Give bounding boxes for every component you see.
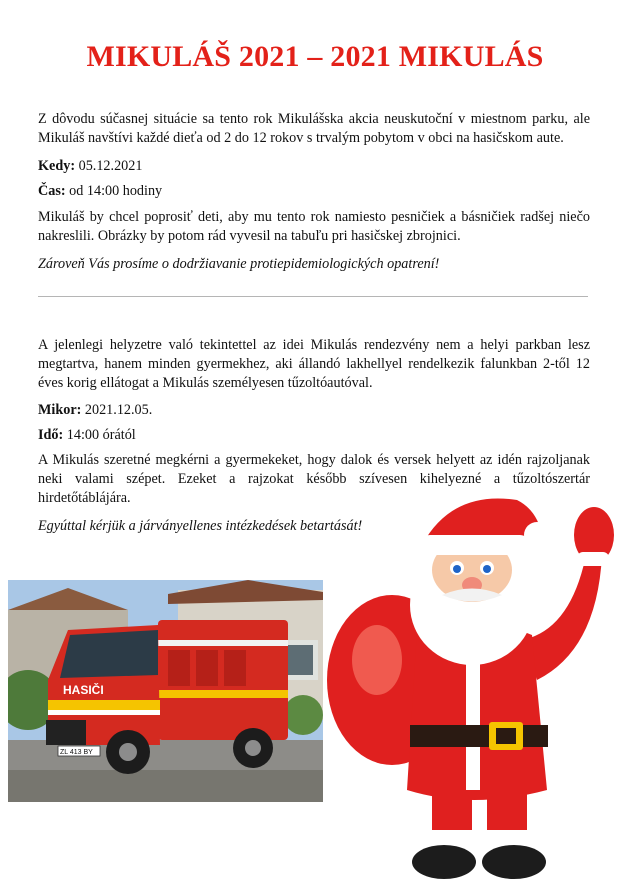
hu-time-line bbox=[38, 426, 136, 445]
sk-intro-paragraph: Z dôvodu súčasnej situácie sa tento rok Mikulášska akcia neuskutoční v miestnom parku, ale Mikuláš navštívi každé dieťa od 2 do 12 rokov s trvalým pobytom v obci na hasičskom aute. bbox=[38, 111, 590, 146]
fire-truck-photo bbox=[8, 580, 323, 802]
sk-intro-block bbox=[38, 110, 590, 148]
hu-intro-block bbox=[38, 336, 590, 393]
santa-icon bbox=[322, 490, 622, 885]
sk-date-value: 05.12.2021 bbox=[75, 158, 143, 174]
fire-truck-illustration bbox=[8, 580, 323, 802]
hu-time-value: 14:00 órától bbox=[63, 427, 136, 443]
sk-time-line bbox=[38, 182, 162, 201]
hu-date-line bbox=[38, 401, 152, 420]
hu-intro-paragraph: A jelenlegi helyzetre való tekintettel az idei Mikulás rendezvény nem a helyi parkban lesz megtartva, hanem minden gyermekhez, aki állandó lakhellyel rendelkezik falunkban 2-től 12 éves korig ellátogat a Mikulás személyesen tűzoltóautóval. bbox=[38, 337, 590, 391]
page-title: MIKULÁŠ 2021 – 2021 MIKULÁS bbox=[86, 40, 544, 73]
sk-time-label: Čas: bbox=[38, 183, 66, 199]
hu-date-value: 2021.12.05. bbox=[81, 402, 153, 418]
sk-date-line bbox=[38, 157, 142, 176]
sk-drawings-paragraph: Mikuláš by chcel poprosiť deti, aby mu tento rok namiesto pesničiek a básničiek radšej niečo nakreslili. Obrázky by potom rád vyvesil na tabuľu pri hasičskej zbrojnici. bbox=[38, 209, 590, 244]
sk-drawings-block bbox=[38, 208, 590, 246]
section-divider bbox=[38, 296, 588, 297]
truck-license-plate: ZL 413 BY bbox=[60, 749, 93, 756]
truck-side-text: HASIČI bbox=[63, 683, 104, 697]
sk-notice: Zároveň Vás prosíme o dodržiavanie protiepidemiologických opatrení! bbox=[38, 256, 440, 272]
sk-time-value: od 14:00 hodiny bbox=[65, 183, 163, 199]
sk-date-label: Kedy: bbox=[38, 158, 76, 174]
hu-time-label: Idő: bbox=[38, 427, 64, 443]
hu-drawings-paragraph: A Mikulás szeretné megkérni a gyermekeket, hogy dalok és versek helyett az idén rajzoljanak neki valami szépet. Ezeket a rajzokat később szívesen kihelyezné a tűzoltószertár hirdetőtáblájára. bbox=[38, 452, 590, 506]
hu-date-label: Mikor: bbox=[38, 402, 82, 418]
hu-notice: Egyúttal kérjük a járványellenes intézkedések betartását! bbox=[38, 518, 363, 534]
santa-illustration bbox=[322, 490, 622, 885]
